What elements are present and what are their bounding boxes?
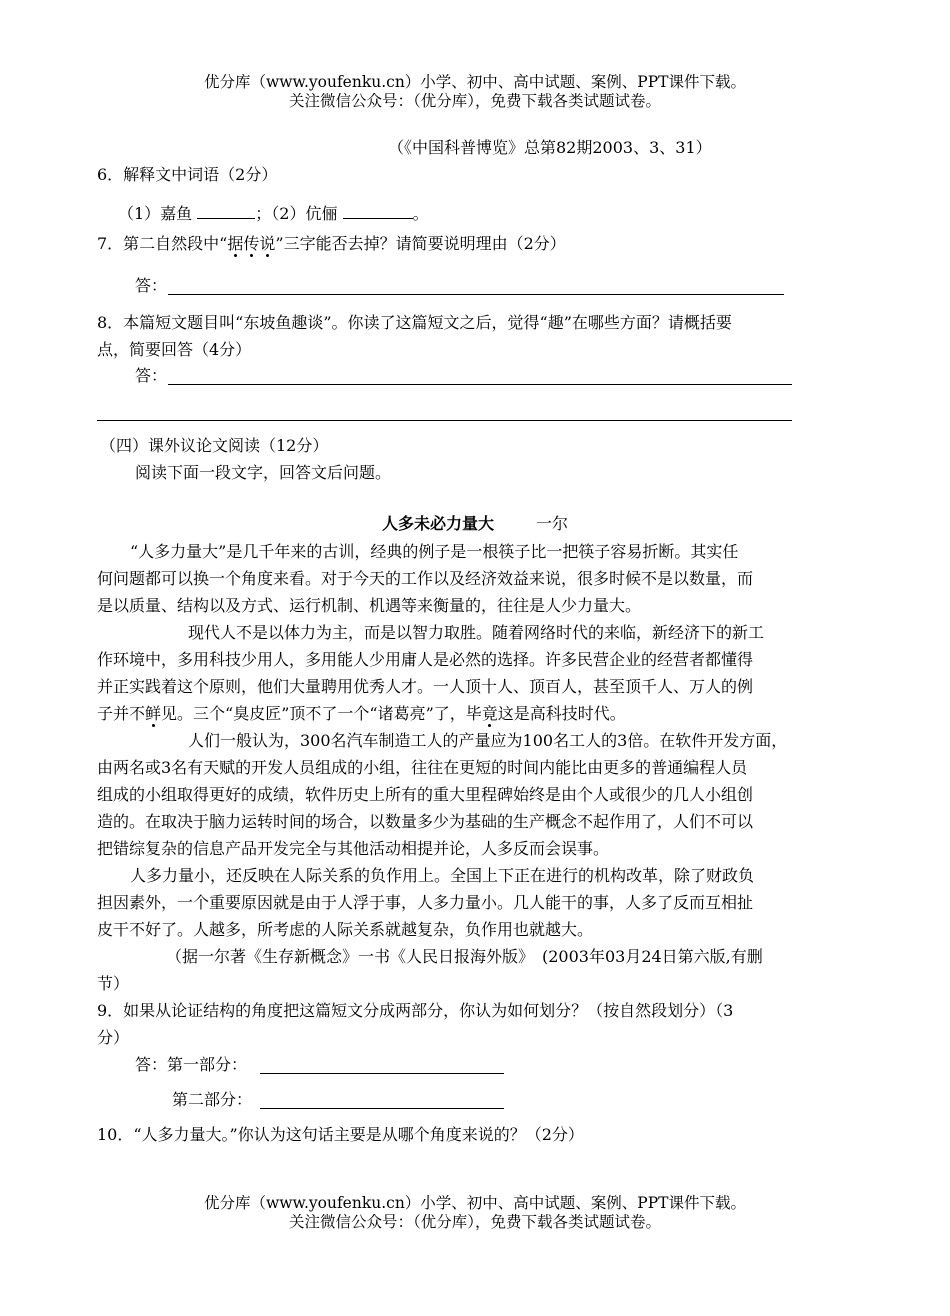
q8-answer-line-2[interactable]	[97, 420, 792, 421]
emphasis-dot-char: 说	[259, 234, 276, 253]
q6-blank-2[interactable]	[343, 203, 413, 219]
section-4-title: （四）课外议论文阅读（12分）	[100, 436, 329, 455]
question-7-text	[97, 236, 566, 252]
q6-end: 。	[412, 204, 429, 223]
footer-line-1: 优分库（www.youfenku.cn）小学、初中、高中试题、案例、PPT课件下载。	[203, 1194, 747, 1212]
q6-item2-label: （2）伉俪	[271, 204, 338, 223]
p2-line: 作环境中，多用科技少用人，多用能人少用庸人是必然的选择。许多民营企业的经营者都懂得	[97, 650, 754, 669]
emphasis-dot-char: 竟	[481, 704, 498, 723]
article-title: 人多未必力量大	[382, 514, 495, 533]
footer-line-2: 关注微信公众号：（优分库），免费下载各类试题试卷。	[288, 1213, 661, 1231]
question-8-line-1: 8．本篇短文题目叫“东坡鱼趣谈”。你读了这篇短文之后，觉得“趣”在哪些方面？请概括要	[97, 313, 732, 332]
q7-pre: 7．第二自然段中“	[97, 234, 228, 253]
question-10-text: 10．“人多力量大。”你认为这句话主要是从哪个角度来说的？（2分）	[97, 1125, 584, 1144]
q7-post: ”三字能否去掉？请简要说明理由（2分）	[275, 234, 566, 253]
article-source-line-1: （据一尔著《生存新概念》一书《人民日报海外版》 (2003年03月24日第六版,有删	[166, 947, 763, 966]
p3-line: 组成的小组取得更好的成绩，软件历史上所有的重大里程碑始终是由个人或很少的几人小组创	[97, 785, 754, 804]
p1-line: 是以质量、结构以及方式、运行机制、机遇等来衡量的，往往是人少力量大。	[97, 596, 642, 615]
q8-answer-line-1[interactable]	[168, 384, 792, 385]
question-6-items	[118, 203, 429, 222]
p2-line: 现代人不是以体力为主，而是以智力取胜。随着网络时代的来临，新经济下的新工	[188, 623, 765, 642]
p4-line: 皮干不好了。人越多，所考虑的人际关系就越复杂，负作用也就越大。	[97, 920, 594, 939]
p2-last-c: 这是高科技时代。	[497, 704, 626, 723]
question-8-line-2: 点，简要回答（4分）	[97, 340, 252, 359]
p3-line: 把错综复杂的信息产品开发完全与其他活动相提并论，人多反而会误事。	[97, 839, 610, 858]
q9-part2-label: 第二部分：	[172, 1090, 253, 1109]
p2-line: 并正实践着这个原则，他们大量聘用优秀人才。一人顶十人、顶百人，甚至顶千人、万人的例	[97, 677, 754, 696]
q6-blank-1[interactable]	[197, 203, 255, 219]
q6-separator: ；	[255, 204, 272, 223]
p4-line: 人多力量小，还反映在人际关系的负作用上。全国上下正在进行的机构改革，除了财政负	[130, 866, 755, 885]
p3-line: 造的。在取决于脑力运转时间的场合，以数量多少为基础的生产概念不起作用了，人们不可以	[97, 812, 754, 831]
emphasis-dot-char: 传	[243, 234, 260, 253]
q6-item1-label: （1）嘉鱼	[118, 204, 193, 223]
q8-answer-label: 答：	[135, 366, 168, 385]
question-9-line-1: 9．如果从论证结构的角度把这篇短文分成两部分，你认为如何划分？（按自然段划分）（3	[97, 1001, 734, 1020]
p2-line	[97, 706, 626, 722]
q7-answer-line[interactable]	[168, 294, 784, 295]
emphasis-dot-char: 据	[227, 234, 244, 253]
section-4-instruction: 阅读下面一段文字，回答文后问题。	[135, 463, 392, 482]
p2-last-b: 见。三个“臭皮匠”顶不了一个“诸葛亮”了，毕	[161, 704, 482, 723]
question-9-line-2: 分）	[97, 1028, 130, 1047]
p4-line: 担因素外，一个重要原因就是由于人浮于事，人多力量小。几人能干的事，人多了反而互相扯	[97, 893, 754, 912]
p1-line: 何问题都可以换一个角度来看。对于今天的工作以及经济效益来说，很多时候不是以数量，而	[97, 569, 754, 588]
article-author: 一尔	[536, 514, 569, 533]
q9-part1-label: 答：第一部分：	[135, 1055, 248, 1074]
p3-line: 由两名或3名有天赋的开发人员组成的小组，往往在更短的时间内能比由更多的普通编程人员	[97, 758, 748, 777]
header-line-1: 优分库（www.youfenku.cn）小学、初中、高中试题、案例、PPT课件下载。	[203, 73, 747, 91]
q9-part2-line[interactable]	[260, 1108, 504, 1109]
header-line-2: 关注微信公众号：（优分库），免费下载各类试题试卷。	[288, 92, 661, 110]
p2-last-a: 子并不	[97, 704, 146, 723]
p3-line: 人们一般认为，300名汽车制造工人的产量应为100名工人的3倍。在软件开发方面，	[188, 731, 788, 750]
p1-line: “人多力量大”是几千年来的古训，经典的例子是一根筷子比一把筷子容易折断。其实任	[130, 542, 739, 561]
question-6-title: 6．解释文中词语（2分）	[97, 165, 278, 184]
q7-answer-label: 答：	[135, 276, 168, 295]
source-note: （《中国科普博览》总第82期2003、3、31）	[388, 138, 712, 157]
article-source-line-2: 节）	[97, 974, 130, 993]
emphasis-dot-char: 鲜	[145, 704, 162, 723]
q9-part1-line[interactable]	[260, 1073, 504, 1074]
